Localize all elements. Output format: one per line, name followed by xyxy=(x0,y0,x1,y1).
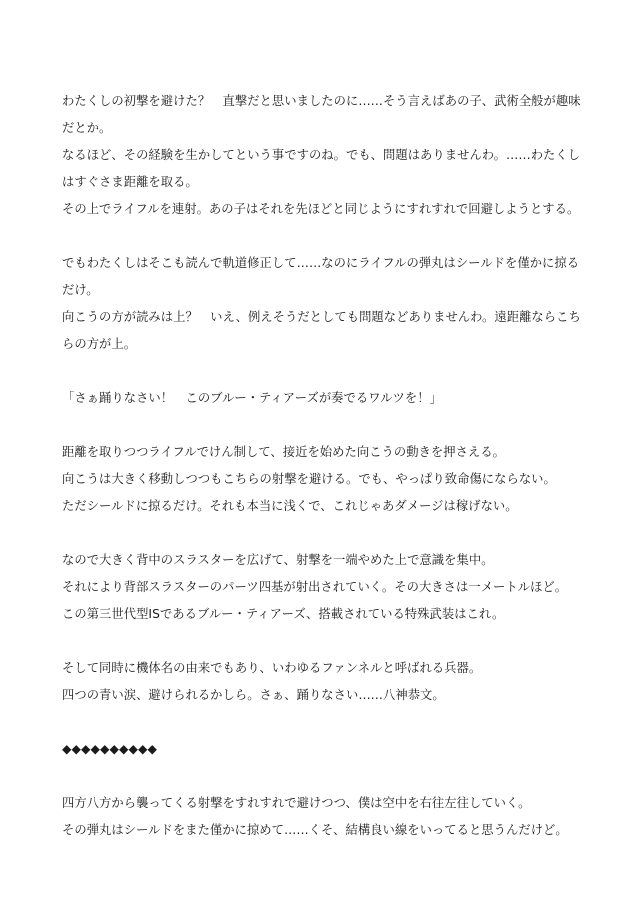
document-body xyxy=(62,88,582,844)
paragraph-14: 四方八方から襲ってくる射撃をすれすれで避けつつ、僕は空中を右往左往していく。 xyxy=(62,796,531,810)
paragraph-5: 向こうの方が読みは上？ いえ、例えそうだとしても問題などありませんわ。遠距離ならこちらの方が上。 xyxy=(62,310,581,351)
paragraph-12: そして同時に機体名の由来でもあり、いわゆるファンネルと呼ばれる兵器。 xyxy=(62,661,482,675)
paragraph-1: わたくしの初撃を避けた？ 直撃だと思いましたのに……そう言えばあの子、武術全般が趣味だとか。 xyxy=(62,94,581,135)
scene-break: ◆◆◆◆◆◆◆◆◆◆ xyxy=(62,742,158,756)
paragraph-7: 向こうは大きく移動しつつもこちらの射撃を避ける。でも、やっぱり致命傷にならない。 xyxy=(62,472,556,486)
blank-line xyxy=(62,223,582,250)
blank-line xyxy=(62,628,582,655)
blank-line xyxy=(62,520,582,547)
paragraph-15: その弾丸はシールドをまた僅かに掠めて……くそ、結構良い線をいってると思うんだけど。 xyxy=(62,823,568,837)
paragraph-3: その上でライフルを連射。あの子はそれを先ほどと同じようにすれすれで回避しようとする。 xyxy=(62,202,580,216)
paragraph-11: この第三世代型ISであるブルー・ティアーズ、搭載されている特殊武装はこれ。 xyxy=(62,607,505,621)
paragraph-9: なので大きく背中のスラスターを広げて、射撃を一端やめた上で意識を集中。 xyxy=(62,553,494,567)
paragraph-4: でもわたくしはそこも読んで軌道修正して……なのにライフルの弾丸はシールドを僅かに掠るだけ。 xyxy=(62,256,580,297)
paragraph-10: それにより背部スラスターのパーツ四基が射出されていく。その大きさは一メートルほど。 xyxy=(62,580,568,594)
paragraph-8: ただシールドに掠るだけ。それも本当に浅くで、これじゃあダメージは稼げない。 xyxy=(62,499,518,513)
paragraph-2: なるほど、その経験を生かしてという事ですのね。でも、問題はありませんわ。……わたくしはすぐさま距離を取る。 xyxy=(62,148,581,189)
paragraph-6: 距離を取りつつライフルでけん制して、接近を始めた向こうの動きを押さえる。 xyxy=(62,445,506,459)
blank-line xyxy=(62,412,582,439)
blank-line xyxy=(62,763,582,790)
blank-line xyxy=(62,358,582,385)
blank-line xyxy=(62,709,582,736)
paragraph-13: 四つの青い涙、避けられるかしら。さぁ、踊りなさい……八神恭文。 xyxy=(62,688,445,702)
dialogue-line: 「さぁ踊りなさい！ このブルー・ティアーズが奏でるワルツを！」 xyxy=(62,391,442,405)
